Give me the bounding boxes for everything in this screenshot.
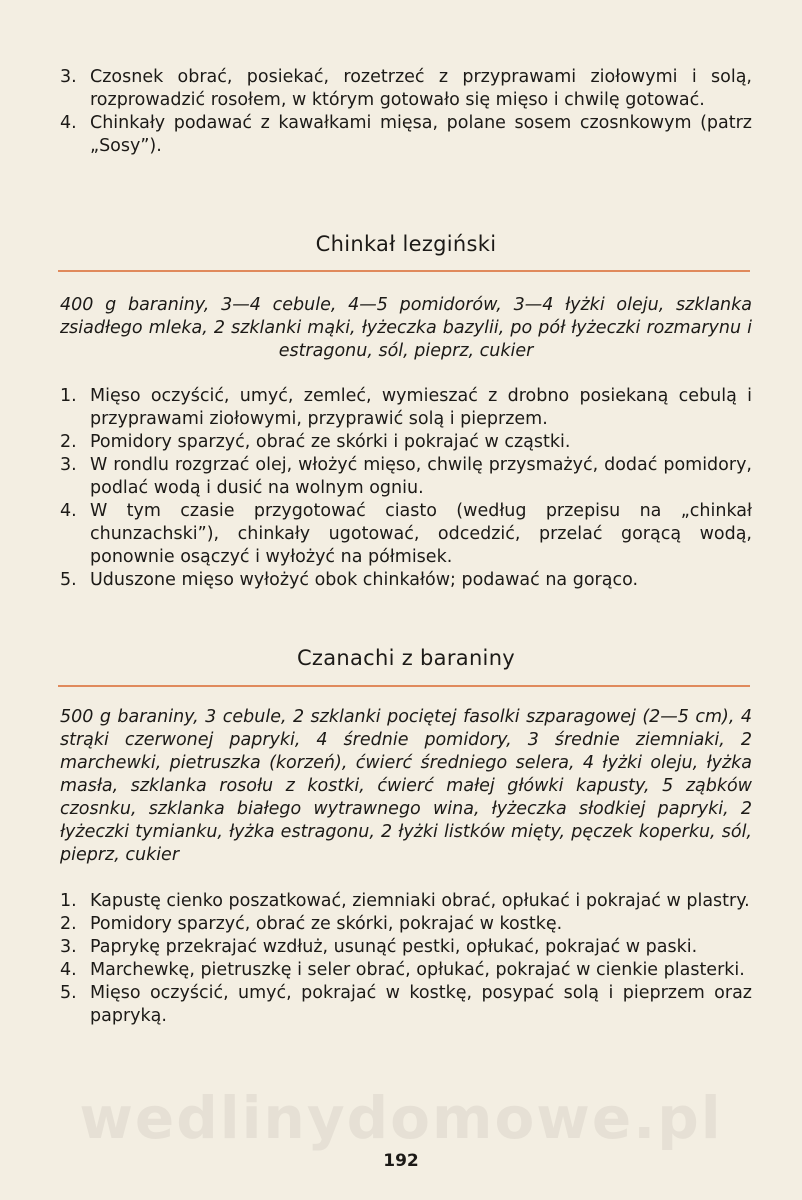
page-number: 192 [383, 1151, 419, 1171]
list-item: 5. Uduszone mięso wyłożyć obok chinkałów; podawać na gorąco. [60, 570, 639, 590]
recipe-title-chinkal: Chinkał lezgiński [315, 232, 497, 256]
recipe-title-czanachi: Czanachi z baraniny [296, 646, 516, 670]
steps-list-czanachi [60, 890, 752, 1028]
list-item: 3. W rondlu rozgrzać olej, włożyć mięso, chwilę przysmażyć, dodać pomidory, podlać wodą i dusić na wolnym ogniu. [60, 455, 752, 498]
list-item: 4. Chinkały podawać z kawałkami mięsa, polane sosem czosnkowym (patrz „Sosy”). [60, 113, 752, 156]
title-divider [58, 685, 750, 687]
list-item: 2. Pomidory sparzyć, obrać ze skórki, pokrajać w kostkę. [60, 914, 563, 934]
list-item: 4. W tym czasie przygotować ciasto (według przepisu na „chinkał chunzachski”), chinkały ugotować, odcedzić, przelać gorącą wodą, ponownie osączyć i wyłożyć na półmisek. [60, 501, 752, 567]
list-item: 3. Paprykę przekrajać wzdłuż, usunąć pestki, opłukać, pokrajać w paski. [60, 937, 698, 957]
list-item: 4. Marchewkę, pietruszkę i seler obrać, opłukać, pokrajać w cienkie plasterki. [60, 960, 745, 980]
ingredients-czanachi: 500 g baraniny, 3 cebule, 2 szklanki pociętej fasolki szparagowej (2—5 cm), 4 strąki czerwonej papryki, 4 średnie pomidory, 3 średnie ziemniaki, 2 marchewki, pietruszka (korzeń), ćwierć średniego selera, 4 łyżki oleju, łyżka masła, szklanka rosołu z kostki, ćwierć małej główki kapusty, 5 ząbków czosnku, szklanka białego wytrawnego wina, łyżeczka słodkiej papryki, 2 łyżeczki tymianku, łyżka estragonu, 2 łyżki listków mięty, pęczek koperku, sól, pieprz, cukier [60, 707, 752, 865]
watermark: wedlinydomowe.pl [79, 1084, 723, 1152]
list-item: 3. Czosnek obrać, posiekać, rozetrzeć z przyprawami ziołowymi i solą, rozprowadzić rosołem, w którym gotowało się mięso i chwilę gotować. [60, 67, 752, 110]
list-item: 2. Pomidory sparzyć, obrać ze skórki i pokrajać w cząstki. [60, 432, 571, 452]
top-steps-list [60, 66, 752, 158]
steps-list-chinkal [60, 385, 752, 592]
list-item: 5. Mięso oczyścić, umyć, pokrajać w kostkę, posypać solą i pieprzem oraz papryką. [60, 983, 752, 1026]
ingredients-chinkal: 400 g baraniny, 3—4 cebule, 4—5 pomidorów, 3—4 łyżki oleju, szklanka zsiadłego mleka, 2 szklanki mąki, łyżeczka bazylii, po pół łyżeczki rozmarynu i estragonu, sól, pieprz, cukier [60, 295, 752, 361]
list-item: 1. Mięso oczyścić, umyć, zemleć, wymieszać z drobno posiekaną cebulą i przyprawami ziołowymi, przyprawić solą i pieprzem. [60, 386, 752, 429]
title-divider [58, 270, 750, 272]
list-item: 1. Kapustę cienko poszatkować, ziemniaki obrać, opłukać i pokrajać w plastry. [60, 891, 750, 911]
